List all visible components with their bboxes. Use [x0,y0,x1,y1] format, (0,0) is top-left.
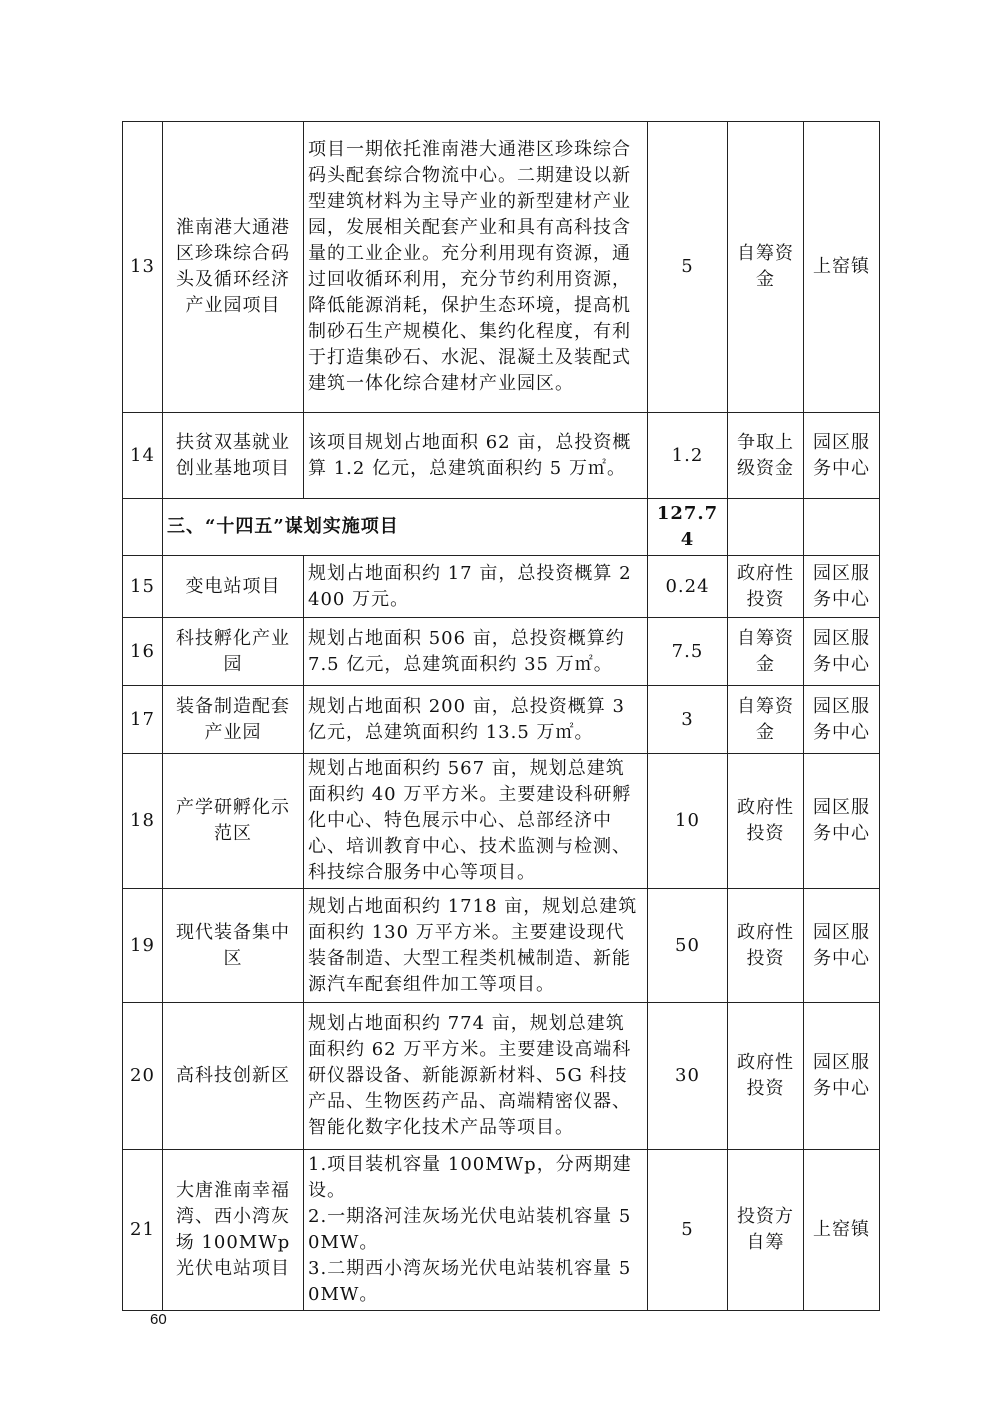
responsible-unit: 园区服务中心 [804,754,880,889]
table-row [123,618,880,686]
section-title: 三、“十四五”谋划实施项目 [163,499,648,556]
investment-amount: 5 [648,122,728,413]
table-row [123,889,880,1003]
row-number: 15 [123,556,163,618]
fund-source: 争取上级资金 [728,413,804,499]
project-content: 项目一期依托淮南港大通港区珍珠综合码头配套综合物流中心。二期建设以新型建筑材料为主导产业的新型建材产业园，发展相关配套产业和具有高科技含量的工业企业。充分利用现有资源，通过回收循环利用，充分节约利用资源，降低能源消耗，保护生态环境，提高机制砂石生产规模化、集约化程度，有利于打造集砂石、水泥、混凝土及装配式建筑一体化综合建材产业园区。 [304,122,648,413]
investment-amount: 1.2 [648,413,728,499]
project-name: 大唐淮南幸福湾、西小湾灰场 100MWp 光伏电站项目 [163,1150,304,1311]
empty-cell [728,499,804,556]
section-number-cell [123,499,163,556]
investment-amount: 10 [648,754,728,889]
project-name: 装备制造配套产业园 [163,686,304,754]
investment-amount: 50 [648,889,728,1003]
investment-amount: 7.5 [648,618,728,686]
table-row [123,556,880,618]
project-content: 规划占地面积约 774 亩，规划总建筑面积约 62 万平方米。主要建设高端科研仪器设备、新能源新材料、5G 科技产品、生物医药产品、高端精密仪器、智能化数字化技术产品等项目。 [304,1003,648,1150]
fund-source: 自筹资金 [728,122,804,413]
project-table [122,121,880,1311]
responsible-unit: 园区服务中心 [804,889,880,1003]
project-content: 规划占地面积 506 亩，总投资概算约 7.5 亿元，总建筑面积约 35 万㎡。 [304,618,648,686]
row-number: 16 [123,618,163,686]
investment-amount: 30 [648,1003,728,1150]
row-number: 20 [123,1003,163,1150]
fund-source: 政府性投资 [728,556,804,618]
section-amount: 127.74 [648,499,728,556]
fund-source: 政府性投资 [728,754,804,889]
project-content [304,1150,648,1311]
project-name: 淮南港大通港区珍珠综合码头及循环经济产业园项目 [163,122,304,413]
project-content: 该项目规划占地面积 62 亩，总投资概算 1.2 亿元，总建筑面积约 5 万㎡。 [304,413,648,499]
project-name: 产学研孵化示范区 [163,754,304,889]
content-line: 2.一期洛河洼灰场光伏电站装机容量 50MW。 [308,1206,632,1253]
fund-source: 自筹资金 [728,618,804,686]
project-name: 科技孵化产业园 [163,618,304,686]
row-number: 13 [123,122,163,413]
project-content: 规划占地面积 200 亩，总投资概算 3 亿元，总建筑面积约 13.5 万㎡。 [304,686,648,754]
table-row [123,413,880,499]
table-row [123,1150,880,1311]
responsible-unit: 上窑镇 [804,122,880,413]
project-content: 规划占地面积约 17 亩，总投资概算 2400 万元。 [304,556,648,618]
row-number: 17 [123,686,163,754]
responsible-unit: 园区服务中心 [804,686,880,754]
table-row [123,1003,880,1150]
page-number: 60 [150,1311,167,1328]
row-number: 19 [123,889,163,1003]
responsible-unit: 园区服务中心 [804,618,880,686]
project-name: 扶贫双基就业创业基地项目 [163,413,304,499]
content-line: 1.项目装机容量 100MWp，分两期建设。 [308,1154,632,1201]
responsible-unit: 园区服务中心 [804,556,880,618]
fund-source: 投资方自筹 [728,1150,804,1311]
project-content: 规划占地面积约 567 亩，规划总建筑面积约 40 万平方米。主要建设科研孵化中心、特色展示中心、总部经济中心、培训教育中心、技术监测与检测、科技综合服务中心等项目。 [304,754,648,889]
fund-source: 自筹资金 [728,686,804,754]
section-header-row [123,499,880,556]
fund-source: 政府性投资 [728,1003,804,1150]
project-name: 高科技创新区 [163,1003,304,1150]
project-name: 变电站项目 [163,556,304,618]
responsible-unit: 上窑镇 [804,1150,880,1311]
investment-amount: 5 [648,1150,728,1311]
fund-source: 政府性投资 [728,889,804,1003]
responsible-unit: 园区服务中心 [804,1003,880,1150]
empty-cell [804,499,880,556]
row-number: 14 [123,413,163,499]
investment-amount: 0.24 [648,556,728,618]
project-content: 规划占地面积约 1718 亩，规划总建筑面积约 130 万平方米。主要建设现代装备制造、大型工程类机械制造、新能源汽车配套组件加工等项目。 [304,889,648,1003]
content-line: 3.二期西小湾灰场光伏电站装机容量 50MW。 [308,1258,632,1305]
table-row [123,754,880,889]
project-name: 现代装备集中区 [163,889,304,1003]
row-number: 18 [123,754,163,889]
row-number: 21 [123,1150,163,1311]
investment-amount: 3 [648,686,728,754]
responsible-unit: 园区服务中心 [804,413,880,499]
table-row [123,122,880,413]
table-row [123,686,880,754]
